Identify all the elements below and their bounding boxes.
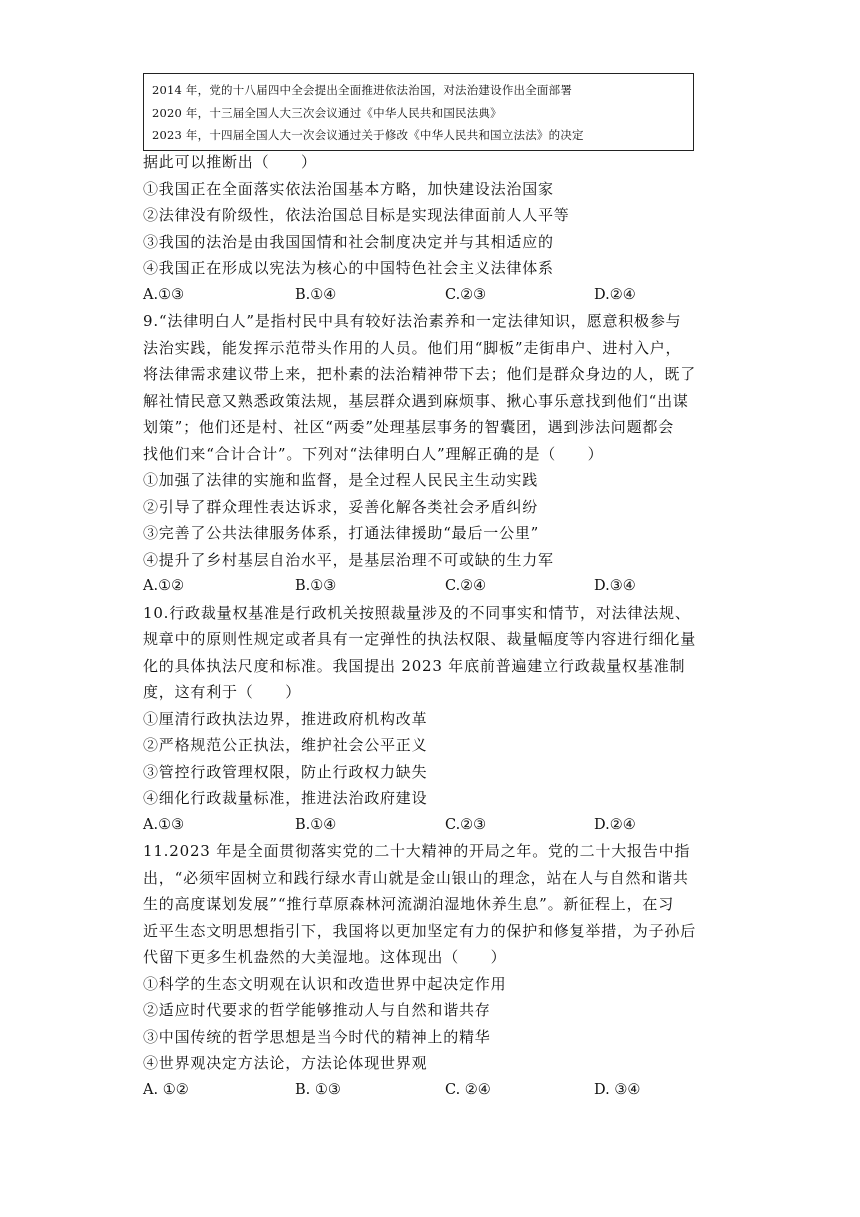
option-d[interactable]: D. ③④ <box>594 1082 641 1098</box>
q11-statement: ④世界观决定方法论，方法论体现世界观 <box>143 1054 428 1072</box>
option-a[interactable]: A.①③ <box>143 817 185 833</box>
timeline-line: 2014 年，党的十八届四中全会提出全面推进依法治国，对法治建设作出全面部署 <box>152 83 573 97</box>
q9-statement: ③完善了公共法律服务体系，打通法律援助“最后一公里” <box>143 524 540 542</box>
q10-statement: ③管控行政管理权限，防止行政权力缺失 <box>143 763 428 781</box>
q11-statement: ①科学的生态文明观在认识和改造世界中起决定作用 <box>143 975 507 993</box>
q10-statement: ②严格规范公正执法，维护社会公平正义 <box>143 736 428 754</box>
option-d[interactable]: D.③④ <box>594 578 636 594</box>
q10-stem: 10.行政裁量权基准是行政机关按照裁量涉及的不同事实和情节，对法律法规、 <box>143 604 691 622</box>
q11-stem: 11.2023 年是全面贯彻落实党的二十大精神的开局之年。党的二十大报告中指 <box>143 842 691 860</box>
q9-stem: 解社情民意又熟悉政策法规，基层群众遇到麻烦事、揪心事乐意找到他们“出谋 <box>143 392 689 410</box>
q11-stem: 出，“必须牢固树立和践行绿水青山就是金山银山的理念，站在人与自然和谐共 <box>143 869 689 887</box>
option-c[interactable]: C.②③ <box>445 817 487 833</box>
q8-options <box>143 285 703 305</box>
q9-statement: ①加强了法律的实施和监督，是全过程人民民主生动实践 <box>143 471 539 489</box>
q8-statement: ③我国的法治是由我国国情和社会制度决定并与其相适应的 <box>143 233 554 251</box>
q10-stem: 度，这有利于（ ） <box>143 683 302 701</box>
option-b[interactable]: B.①③ <box>295 578 337 594</box>
q9-stem: 划策”；他们还是村、社区“两委”处理基层事务的智囊团，遇到涉法问题都会 <box>143 418 675 436</box>
q11-statement: ③中国传统的哲学思想是当今时代的精神上的精华 <box>143 1028 491 1046</box>
timeline-box <box>143 73 694 151</box>
q11-statement: ②适应时代要求的哲学能够推动人与自然和谐共存 <box>143 1001 491 1019</box>
option-c[interactable]: C.②④ <box>445 578 487 594</box>
option-b[interactable]: B.①④ <box>295 287 337 303</box>
q11-stem: 代留下更多生机盎然的大美湿地。这体现出（ ） <box>143 948 507 966</box>
q9-stem: 找他们来“合计合计”。下列对“法律明白人”理解正确的是（ ） <box>143 445 604 463</box>
q10-options <box>143 815 703 835</box>
option-d[interactable]: D.②④ <box>594 817 636 833</box>
q10-statement: ①厘清行政执法边界，推进政府机构改革 <box>143 710 428 728</box>
option-b[interactable]: B.①④ <box>295 817 337 833</box>
q11-stem: 近平生态文明思想指引下，我国将以更加坚定有力的保护和修复举措，为子孙后 <box>143 922 697 940</box>
option-d[interactable]: D.②④ <box>594 287 636 303</box>
option-a[interactable]: A. ①② <box>143 1082 189 1098</box>
q11-stem: 生的高度谋划发展”“推行草原森林河流湖泊湿地休养生息”。新征程上，在习 <box>143 895 675 913</box>
option-b[interactable]: B. ①③ <box>295 1082 341 1098</box>
q9-statement: ②引导了群众理性表达诉求，妥善化解各类社会矛盾纠纷 <box>143 498 539 516</box>
q10-stem: 规章中的原则性规定或者具有一定弹性的执法权限、裁量幅度等内容进行细化量 <box>143 630 697 648</box>
q9-stem: 9.“法律明白人”是指村民中具有较好法治素养和一定法律知识，愿意积极参与 <box>143 312 682 330</box>
q11-options <box>143 1080 703 1100</box>
timeline-line: 2023 年，十四届全国人大一次会议通过关于修改《中华人民共和国立法法》的决定 <box>152 128 584 142</box>
q9-statement: ④提升了乡村基层自治水平，是基层治理不可或缺的生力军 <box>143 551 554 569</box>
q8-stem: 据此可以推断出（ ） <box>143 153 317 171</box>
option-c[interactable]: C. ②④ <box>445 1082 491 1098</box>
q10-statement: ④细化行政裁量标准，推进法治政府建设 <box>143 789 428 807</box>
q8-statement: ④我国正在形成以宪法为核心的中国特色社会主义法律体系 <box>143 259 554 277</box>
option-a[interactable]: A.①② <box>143 578 185 594</box>
timeline-line: 2020 年，十三届全国人大三次会议通过《中华人民共和国民法典》 <box>152 105 502 120</box>
option-a[interactable]: A.①③ <box>143 287 185 303</box>
q9-stem: 法治实践，能发挥示范带头作用的人员。他们用“脚板”走街串户、进村入户， <box>143 339 682 357</box>
option-c[interactable]: C.②③ <box>445 287 487 303</box>
q9-stem: 将法律需求建议带上来，把朴素的法治精神带下去；他们是群众身边的人，既了 <box>143 365 697 383</box>
q10-stem: 化的具体执法尺度和标准。我国提出 2023 年底前普遍建立行政裁量权基准制 <box>143 657 686 675</box>
q8-statement: ①我国正在全面落实依法治国基本方略，加快建设法治国家 <box>143 180 554 198</box>
q9-options <box>143 576 703 596</box>
q8-statement: ②法律没有阶级性，依法治国总目标是实现法律面前人人平等 <box>143 206 570 224</box>
